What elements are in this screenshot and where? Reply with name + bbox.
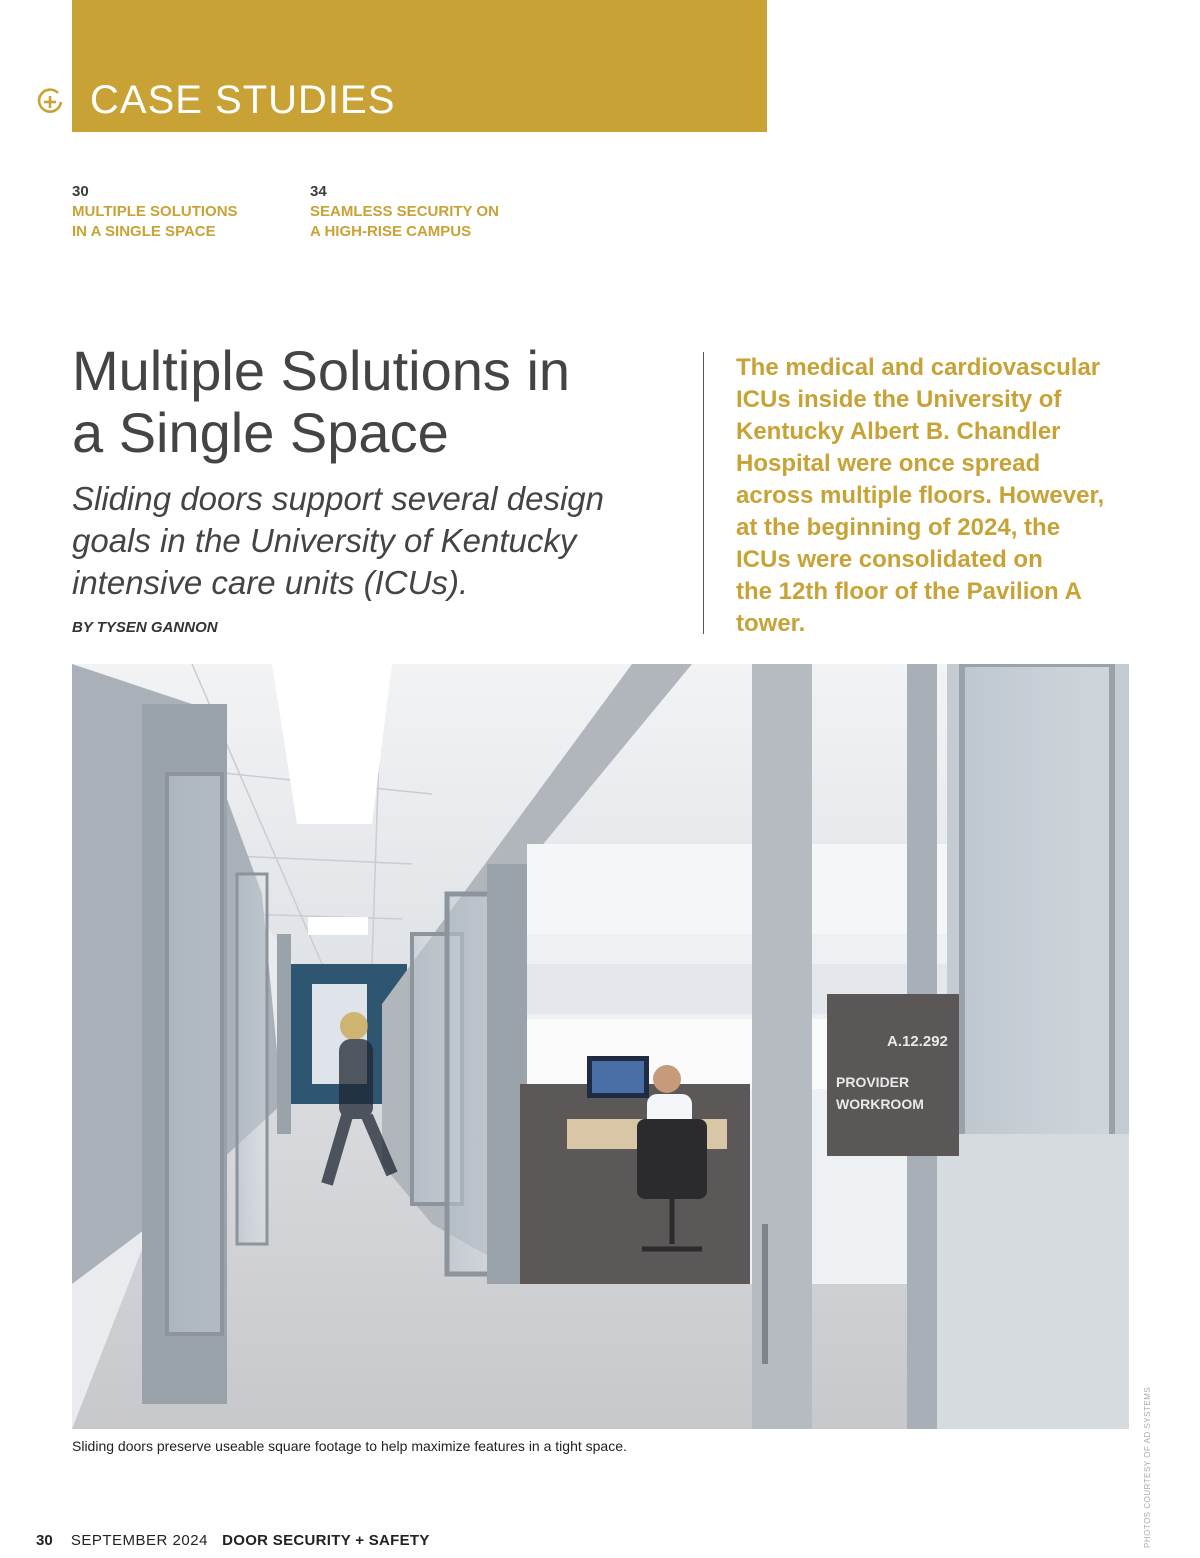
headline-line: Multiple Solutions in (72, 339, 571, 402)
toc-title-line: MULTIPLE SOLUTIONS (72, 203, 238, 220)
toc-item[interactable] (310, 182, 499, 242)
byline: BY TYSEN GANNON (72, 619, 218, 636)
intro-paragraph (736, 352, 1156, 640)
intro-line: Kentucky Albert B. Chandler (736, 418, 1061, 445)
intro-line: at the beginning of 2024, the (736, 514, 1061, 541)
intro-line: ICUs were consolidated on (736, 546, 1043, 573)
intro-line: across multiple floors. However, (736, 482, 1105, 509)
column-divider (703, 352, 704, 634)
section-title: CASE STUDIES (90, 78, 396, 122)
intro-line: The medical and cardiovascular (736, 354, 1101, 381)
dek-line: goals in the University of Kentucky (72, 522, 577, 559)
article-dek (72, 478, 692, 604)
dek-line: intensive care units (ICUs). (72, 564, 469, 601)
intro-line: the 12th floor of the Pavilion A (736, 578, 1082, 605)
toc-item[interactable] (72, 182, 238, 242)
article-headline (72, 340, 692, 464)
toc-title-line: A HIGH-RISE CAMPUS (310, 223, 472, 240)
toc-page-number: 30 (72, 183, 89, 200)
icu-corridor-illustration (72, 664, 1129, 1429)
photo-credit: PHOTOS COURTESY OF AD SYSTEMS (1143, 1386, 1152, 1548)
intro-line: Hospital were once spread (736, 450, 1041, 477)
dek-line: Sliding doors support several design (72, 480, 604, 517)
headline-line: a Single Space (72, 401, 449, 464)
magazine-name: DOOR SECURITY + SAFETY (222, 1532, 430, 1549)
toc-title-line: SEAMLESS SECURITY ON (310, 203, 499, 220)
intro-line: ICUs inside the University of (736, 386, 1062, 413)
plus-circle-icon (36, 88, 64, 116)
intro-line: tower. (736, 610, 806, 637)
page-footer (36, 1532, 430, 1549)
room-sign (827, 994, 959, 1156)
toc-page-number: 34 (310, 183, 327, 200)
room-number: A.12.292 (887, 1033, 948, 1050)
page-number: 30 (36, 1532, 53, 1549)
room-name-line: PROVIDER (836, 1074, 910, 1090)
photo-caption: Sliding doors preserve useable square footage to help maximize features in a tight space. (72, 1438, 627, 1454)
hero-photo (72, 664, 1129, 1429)
room-name-line: WORKROOM (836, 1096, 924, 1112)
issue-date: SEPTEMBER 2024 (70, 1532, 208, 1549)
toc-title-line: IN A SINGLE SPACE (72, 223, 216, 240)
